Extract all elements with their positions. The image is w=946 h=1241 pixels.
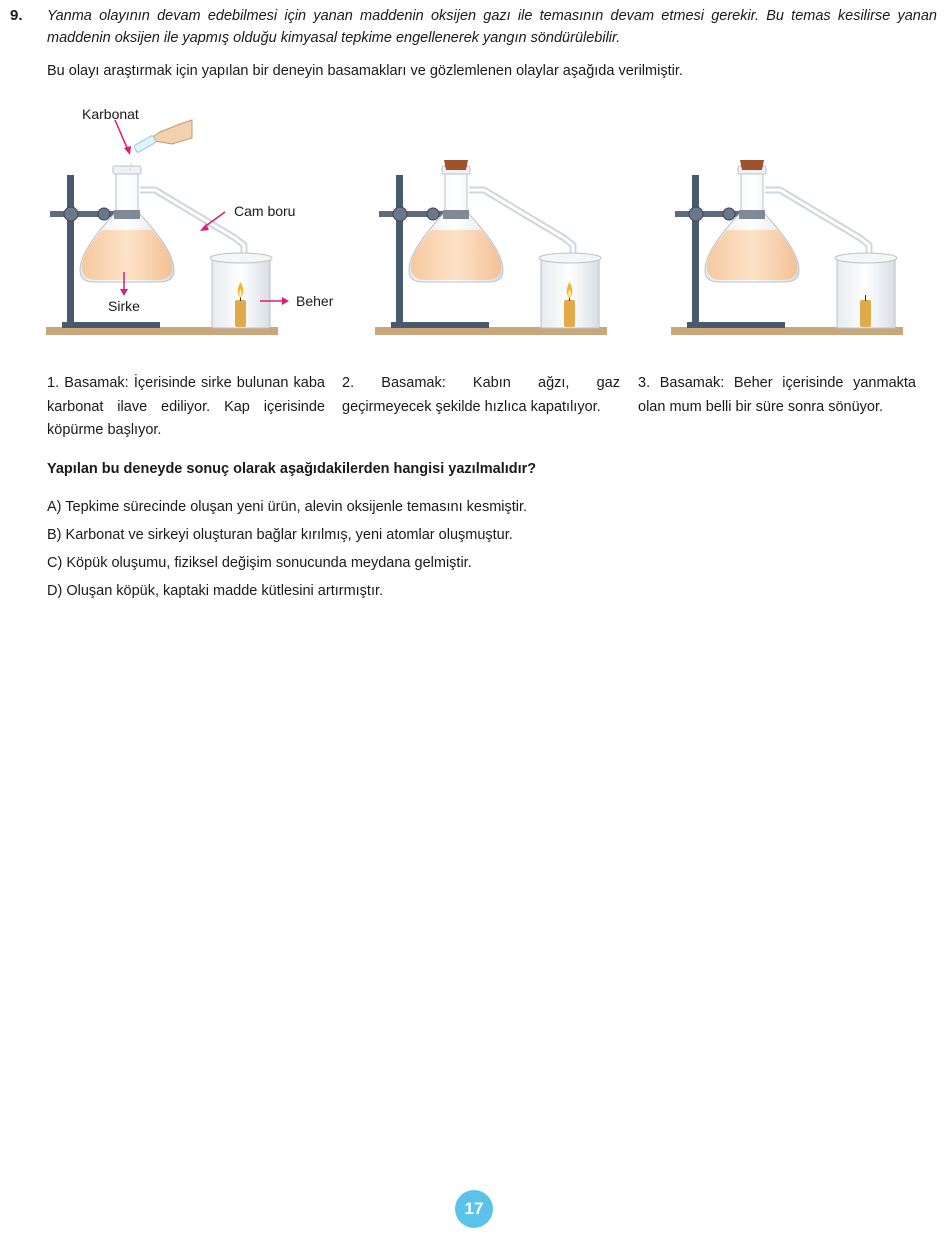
label-cam-boru: Cam boru [234, 203, 296, 219]
page-number-badge: 17 [455, 1190, 493, 1228]
option-d[interactable]: D) Oluşan köpük, kaptaki madde kütlesini artırmıştır. [47, 583, 384, 599]
question-number: 9. [10, 7, 23, 24]
option-a[interactable]: A) Tepkime sürecinde oluşan yeni ürün, alevin oksijenle temasını kesmiştir. [47, 499, 528, 515]
label-karbonat: Karbonat [82, 106, 139, 122]
step-3: 3. Basamak: Beher içerisinde yanmakta olan mum belli bir süre sonra sönüyor. [638, 375, 916, 415]
option-c[interactable]: C) Köpük oluşumu, fiziksel değişim sonucunda meydana gelmiştir. [47, 555, 472, 571]
question-intro-2: Bu olayı araştırmak için yapılan bir deneyin basamakları ve gözlemlenen olaylar aşağıda verilmiştir. [47, 63, 683, 79]
label-beher: Beher [296, 293, 334, 309]
question-intro: Yanma olayının devam edebilmesi için yanan maddenin oksijen gazı ile temasının devam etmesi gerekir. Bu temas kesilirse yanan maddenin oksijen ile yapmış olduğu kimyasal tepkime engellenerek yangın söndürülebilir. [47, 8, 937, 46]
experiment-setup-3 [671, 160, 903, 335]
option-b[interactable]: B) Karbonat ve sirkeyi oluşturan bağlar kırılmış, yeni atomlar oluşmuştur. [47, 527, 513, 543]
experiment-setup-1 [46, 106, 334, 335]
cork-icon [740, 160, 764, 170]
experiment-figure [40, 100, 920, 350]
cork-icon [444, 160, 468, 170]
step-1: 1. Basamak: İçerisinde sirke bulunan kaba karbonat ilave ediliyor. Kap içerisinde köpürme başlıyor. [47, 375, 325, 438]
hand-icon [133, 120, 192, 153]
experiment-setup-2 [375, 160, 607, 335]
question-prompt: Yapılan bu deneyde sonuç olarak aşağıdakilerden hangisi yazılmalıdır? [47, 461, 537, 477]
step-2: 2. Basamak: Kabın ağzı, gaz geçirmeyecek şekilde hızlıca kapatılıyor. [342, 375, 620, 415]
label-sirke: Sirke [108, 298, 140, 314]
